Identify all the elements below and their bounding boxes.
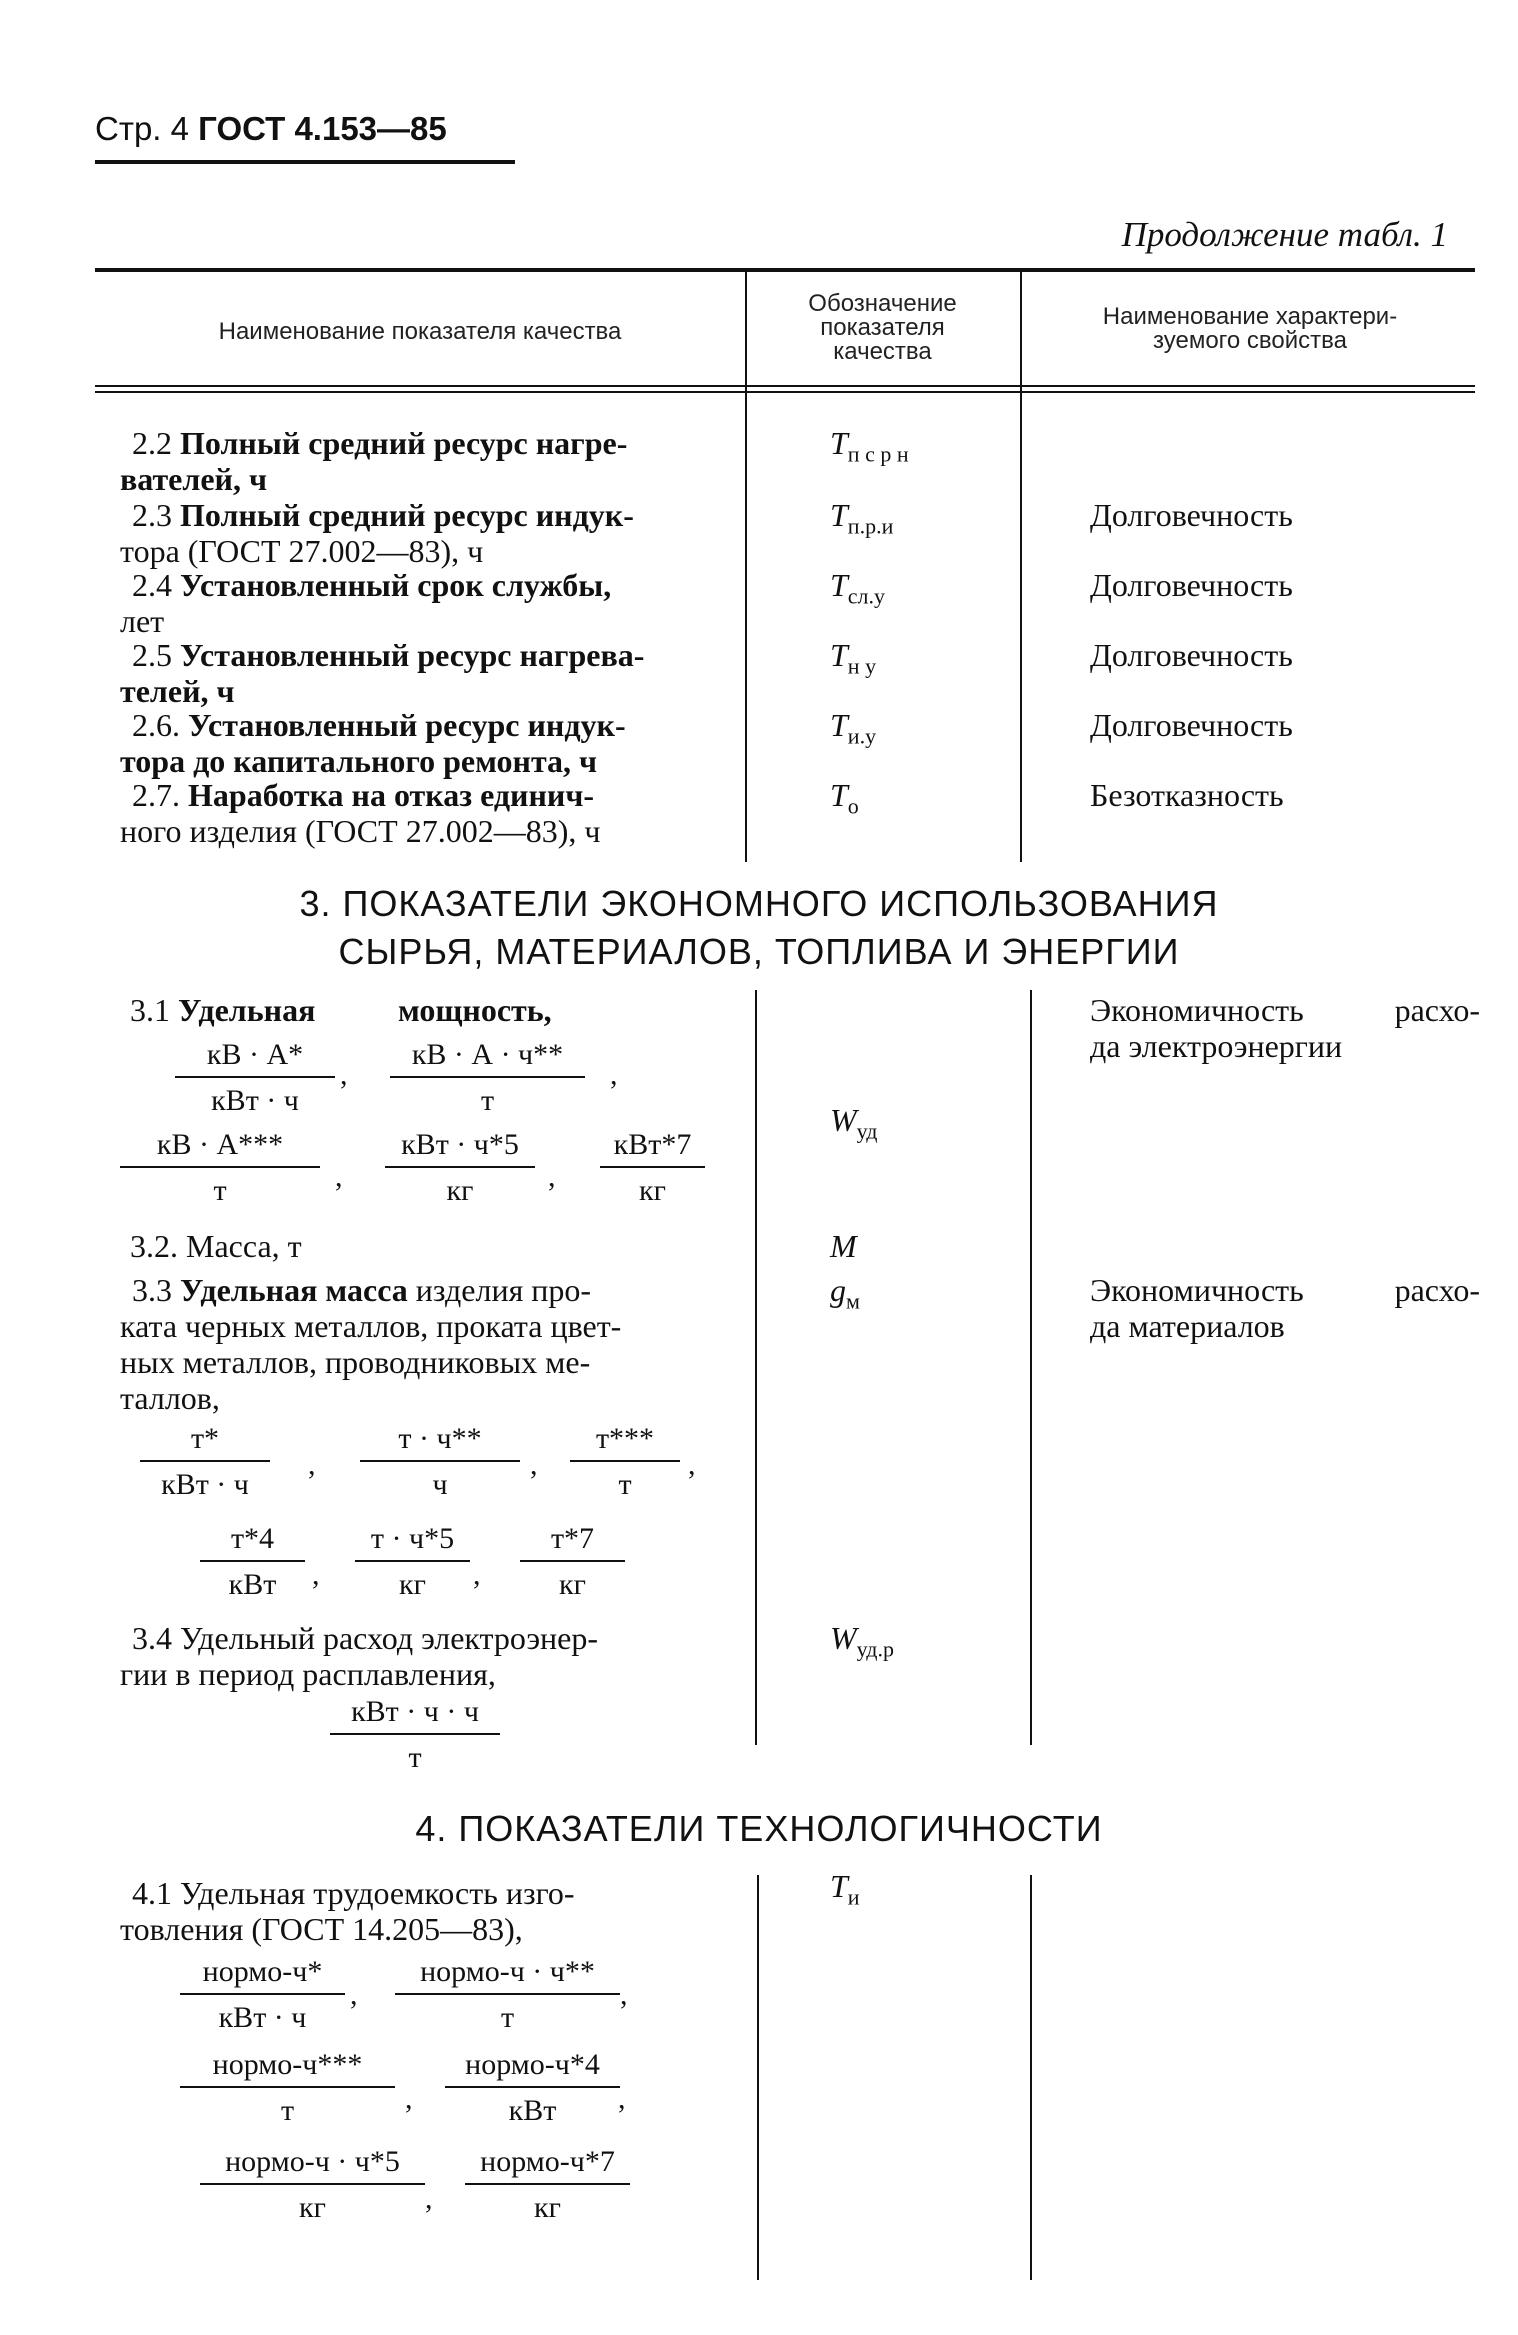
comma: , xyxy=(530,1448,538,1481)
row-3-4: 3.4 Удельный расход электроэнер- гии в период расплавления, xyxy=(120,1620,599,1692)
col-header-symbol: Обозначение показателя качества xyxy=(808,290,957,365)
comma: , xyxy=(620,1978,628,2011)
symbol-2-3: $T_{п.р.и}$ xyxy=(830,497,894,539)
s4-col-divider-1 xyxy=(757,1875,759,2280)
section-4-heading: 4. ПОКАЗАТЕЛИ ТЕХНОЛОГИЧНОСТИ xyxy=(415,1808,1103,1849)
fraction-3-3-c: т*** т xyxy=(570,1422,680,1502)
property-2-5: Долговечность xyxy=(1090,637,1293,673)
comma: , xyxy=(688,1448,696,1481)
symbol-3-4: $W_{уд.р}$ xyxy=(830,1620,894,1662)
comma: , xyxy=(335,1160,343,1193)
comma: , xyxy=(473,1558,481,1591)
comma: , xyxy=(312,1558,320,1591)
row-3-2: 3.2. Масса, т xyxy=(130,1228,302,1264)
row-2-3: 2.3 Полный средний ресурс индук- тора (ГОСТ 27.002—83), ч xyxy=(120,497,634,569)
row-3-1-title-b: мощность, xyxy=(398,992,552,1028)
fraction-3-3-a: т* кВт · ч xyxy=(140,1422,270,1502)
symbol-3-3: $g_м$ xyxy=(830,1272,860,1314)
property-2-6: Долговечность xyxy=(1090,707,1293,743)
header-rule xyxy=(95,160,515,164)
fraction-4-1-c: нормо-ч*** т xyxy=(180,2048,395,2128)
comma: , xyxy=(548,1160,556,1193)
comma: , xyxy=(610,1058,618,1091)
fraction-3-3-b: т · ч** ч xyxy=(360,1422,520,1502)
fraction-3-1-e: кВт*7 кг xyxy=(600,1128,705,1208)
fraction-3-4: кВт · ч · ч т xyxy=(330,1695,500,1775)
fraction-4-1-f: нормо-ч*7 кг xyxy=(465,2145,630,2225)
comma: , xyxy=(350,1978,358,2011)
row-3-1-title: 3.1 Удельная xyxy=(130,992,316,1028)
property-2-3: Долговечность xyxy=(1090,497,1293,533)
row-2-7: 2.7. Наработка на отказ единич- ного изделия (ГОСТ 27.002—83), ч xyxy=(120,777,601,849)
comma: , xyxy=(308,1448,316,1481)
symbol-2-2: $T_{п с р н}$ xyxy=(830,425,909,467)
property-2-4: Долговечность xyxy=(1090,567,1293,603)
symbol-3-2: M xyxy=(830,1228,857,1264)
table-col-divider-2 xyxy=(1020,272,1022,862)
table-col-divider-1 xyxy=(745,272,747,862)
page-header xyxy=(95,110,447,148)
property-3-3-line2: да материалов xyxy=(1090,1308,1285,1344)
fraction-3-1-a: кВ · А* кВт · ч xyxy=(175,1038,335,1118)
fraction-3-3-e: т · ч*5 кг xyxy=(355,1522,470,1602)
symbol-2-4: $T_{сл.у}$ xyxy=(830,567,886,609)
row-3-3: 3.3 Удельная масса изделия про- ката черных металлов, проката цвет- ных металлов, проводниковых ме- таллов, xyxy=(120,1272,622,1416)
fraction-4-1-e: нормо-ч · ч*5 кг xyxy=(200,2145,425,2225)
property-3-1-line2: да электроэнергии xyxy=(1090,1028,1343,1064)
table-top-rule xyxy=(95,268,1475,272)
page-number: Стр. 4 xyxy=(95,110,189,147)
symbol-2-6: $T_{и.у}$ xyxy=(830,707,877,749)
fraction-4-1-d: нормо-ч*4 кВт xyxy=(445,2048,620,2128)
fraction-3-3-d: т*4 кВт xyxy=(200,1522,305,1602)
comma: , xyxy=(340,1058,348,1091)
symbol-3-1: $W_{уд}$ xyxy=(830,1102,878,1144)
property-3-3-line1: Экономичность расхо- xyxy=(1090,1272,1480,1308)
comma: , xyxy=(425,2182,433,2215)
fraction-3-1-b: кВ · А · ч** т xyxy=(390,1038,585,1118)
s4-col-divider-2 xyxy=(1030,1875,1032,2280)
fraction-3-1-d: кВт · ч*5 кг xyxy=(385,1128,535,1208)
symbol-4-1: $T_и$ xyxy=(830,1868,860,1910)
row-2-6: 2.6. Установленный ресурс индук- тора до капитального ремонта, ч xyxy=(120,707,626,779)
symbol-2-5: $T_{н у}$ xyxy=(830,637,877,679)
col-header-name: Наименование показателя качества xyxy=(218,318,622,345)
table-header-rule-1 xyxy=(95,385,1475,387)
gost-number: ГОСТ 4.153—85 xyxy=(198,110,447,147)
property-3-1-line1: Экономичность расхо- xyxy=(1090,992,1480,1028)
s3-col-divider-1 xyxy=(755,990,757,1745)
row-4-1: 4.1 Удельная трудоемкость изго- товления (ГОСТ 14.205—83), xyxy=(120,1875,575,1947)
symbol-2-7: $T_о$ xyxy=(830,777,859,819)
fraction-4-1-b: нормо-ч · ч** т xyxy=(395,1955,620,2035)
comma: , xyxy=(405,2082,413,2115)
row-2-2: 2.2 Полный средний ресурс нагре- вателей, ч xyxy=(120,425,628,497)
comma: , xyxy=(618,2082,626,2115)
property-2-7: Безотказность xyxy=(1090,777,1284,813)
table-header-rule-2 xyxy=(95,391,1475,393)
fraction-3-3-f: т*7 кг xyxy=(520,1522,625,1602)
fraction-3-1-c: кВ · А*** т xyxy=(120,1128,320,1208)
row-2-4: 2.4 Установленный срок службы, лет xyxy=(120,567,612,639)
row-2-5: 2.5 Установленный ресурс нагрева- телей, ч xyxy=(120,637,645,709)
s3-col-divider-2 xyxy=(1030,990,1032,1745)
col-header-property: Наименование характери- зуемого свойства xyxy=(1102,303,1398,354)
continuation-label: Продолжение табл. 1 xyxy=(1121,215,1448,254)
section-3-heading: 3. ПОКАЗАТЕЛИ ЭКОНОМНОГО ИСПОЛЬЗОВАНИЯ СЫРЬЯ, МАТЕРИАЛОВ, ТОПЛИВА И ЭНЕРГИИ xyxy=(299,883,1219,972)
fraction-4-1-a: нормо-ч* кВт · ч xyxy=(180,1955,345,2035)
